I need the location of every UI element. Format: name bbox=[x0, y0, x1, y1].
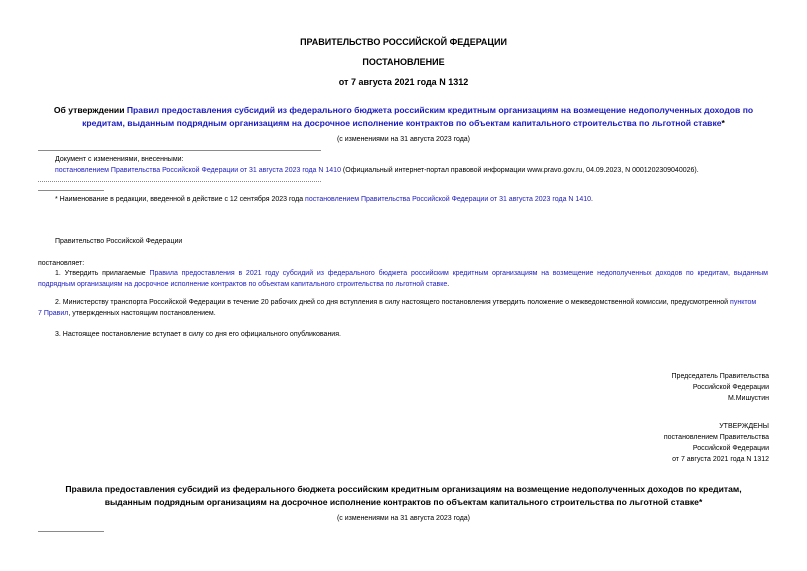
divider bbox=[38, 181, 321, 182]
paragraph-1 bbox=[38, 268, 768, 290]
p1-rules-link-cont[interactable]: подрядным организациям на досрочное исполнение контрактов по объектам капитального строительства по льготной ставке bbox=[38, 281, 448, 288]
government-heading: ПРАВИТЕЛЬСТВО РОССИЙСКОЙ ФЕДЕРАЦИИ bbox=[300, 37, 507, 47]
signature-country: Российской Федерации bbox=[692, 384, 769, 391]
footnote: * Наименование в редакции, введенной в действие с 12 сентября 2023 года постановлением Правительства Российской Федерации от 31 августа 2023 года N 1410. bbox=[55, 196, 593, 203]
doc-date-number: от 7 августа 2021 года N 1312 bbox=[338, 77, 469, 87]
doc-title bbox=[0, 104, 807, 130]
rules-title bbox=[0, 483, 807, 509]
amend-link[interactable]: постановлением Правительства Российской Федерации от 31 августа 2023 года N 1410 bbox=[55, 167, 341, 174]
p2-point7-link[interactable]: пунктом bbox=[730, 299, 757, 306]
rules-title-link[interactable]: Правил предоставления субсидий из федерального бюджета российским кредитным организациям на возмещение недополученных доходов по bbox=[126, 105, 754, 115]
signature-title: Председатель Правительства bbox=[671, 373, 769, 380]
paragraph-2-line-2: 7 Правил, утвержденных настоящим постановлением. bbox=[38, 310, 216, 317]
paragraph-1-line-2: подрядным организациям на досрочное исполнение контрактов по объектам капитального строительства по льготной ставке. bbox=[38, 281, 450, 288]
paragraph-3: 3. Настоящее постановление вступает в силу со дня его официального опубликования. bbox=[55, 331, 341, 338]
amend-source-rest: (Официальный интернет-портал правовой информации www.pravo.gov.ru, 04.09.2023, N 0001202309040026). bbox=[340, 167, 699, 174]
approved-block: УТВЕРЖДЕНЫ постановлением Правительства Российской Федерации от 7 августа 2021 года N 1312 bbox=[663, 423, 769, 463]
government-rf: Правительство Российской Федерации bbox=[55, 238, 183, 245]
rules-title-link-cont[interactable]: кредитам, выданным подрядным организациям на досрочное исполнение контрактов по объектам капитального строительства по льготной ставке bbox=[82, 118, 722, 128]
footnote-marker: * bbox=[721, 118, 725, 128]
paragraph-1-line-1: 1. Утвердить прилагаемые Правила предоставления в 2021 году субсидий из федерального бюджета российским кредитным организациям на возмещение недополученных доходов по кредитам, выданным bbox=[55, 270, 768, 277]
p2-point7-link-cont[interactable]: 7 Правил bbox=[38, 310, 69, 317]
amend-label: Документ с изменениями, внесенными: bbox=[55, 156, 184, 163]
paragraph-2 bbox=[38, 297, 768, 319]
amend-source bbox=[55, 165, 699, 176]
paragraph-2-line-1: 2. Министерству транспорта Российской Федерации в течение 20 рабочих дней со дня вступления в силу настоящего постановления утвердить положение о межведомственной комиссии, предусмотренной пунктом bbox=[55, 299, 757, 306]
doc-title-prefix: Об утверждении bbox=[53, 105, 127, 115]
footnote-link[interactable]: постановлением Правительства Российской Федерации от 31 августа 2023 года N 1410 bbox=[305, 196, 592, 203]
p1-rules-link[interactable]: Правила предоставления в 2021 году субсидий из федерального бюджета российским кредитным организациям на возмещение недополученных доходов по кредитам, выданным bbox=[149, 270, 768, 277]
rules-title-line-1: Правила предоставления субсидий из федерального бюджета российским кредитным организациям на возмещение недополученных доходов по кредитам, bbox=[65, 484, 742, 494]
divider bbox=[38, 150, 321, 151]
footnote-divider bbox=[38, 190, 104, 191]
signature-name: М.Мишустин bbox=[727, 395, 769, 402]
footnote-text: * Наименование в редакции, введенной в действие с 12 сентября 2023 года bbox=[55, 196, 306, 203]
rules-title-line-2: выданным подрядным организациям на досрочное исполнение контрактов по объектам капитального строительства по льготной ставке* bbox=[104, 497, 703, 507]
doc-title-line-2 bbox=[0, 117, 807, 130]
decrees-word: постановляет: bbox=[38, 260, 85, 267]
signature-block bbox=[672, 371, 769, 404]
approved-label: УТВЕРЖДЕНЫ bbox=[719, 423, 769, 430]
amended-note: (с изменениями на 31 августа 2023 года) bbox=[336, 136, 471, 143]
doc-title-line-1 bbox=[0, 104, 807, 117]
rules-amended-note: (с изменениями на 31 августа 2023 года) bbox=[336, 515, 471, 522]
footnote-divider bbox=[38, 531, 104, 532]
doc-type-heading: ПОСТАНОВЛЕНИЕ bbox=[362, 57, 445, 67]
